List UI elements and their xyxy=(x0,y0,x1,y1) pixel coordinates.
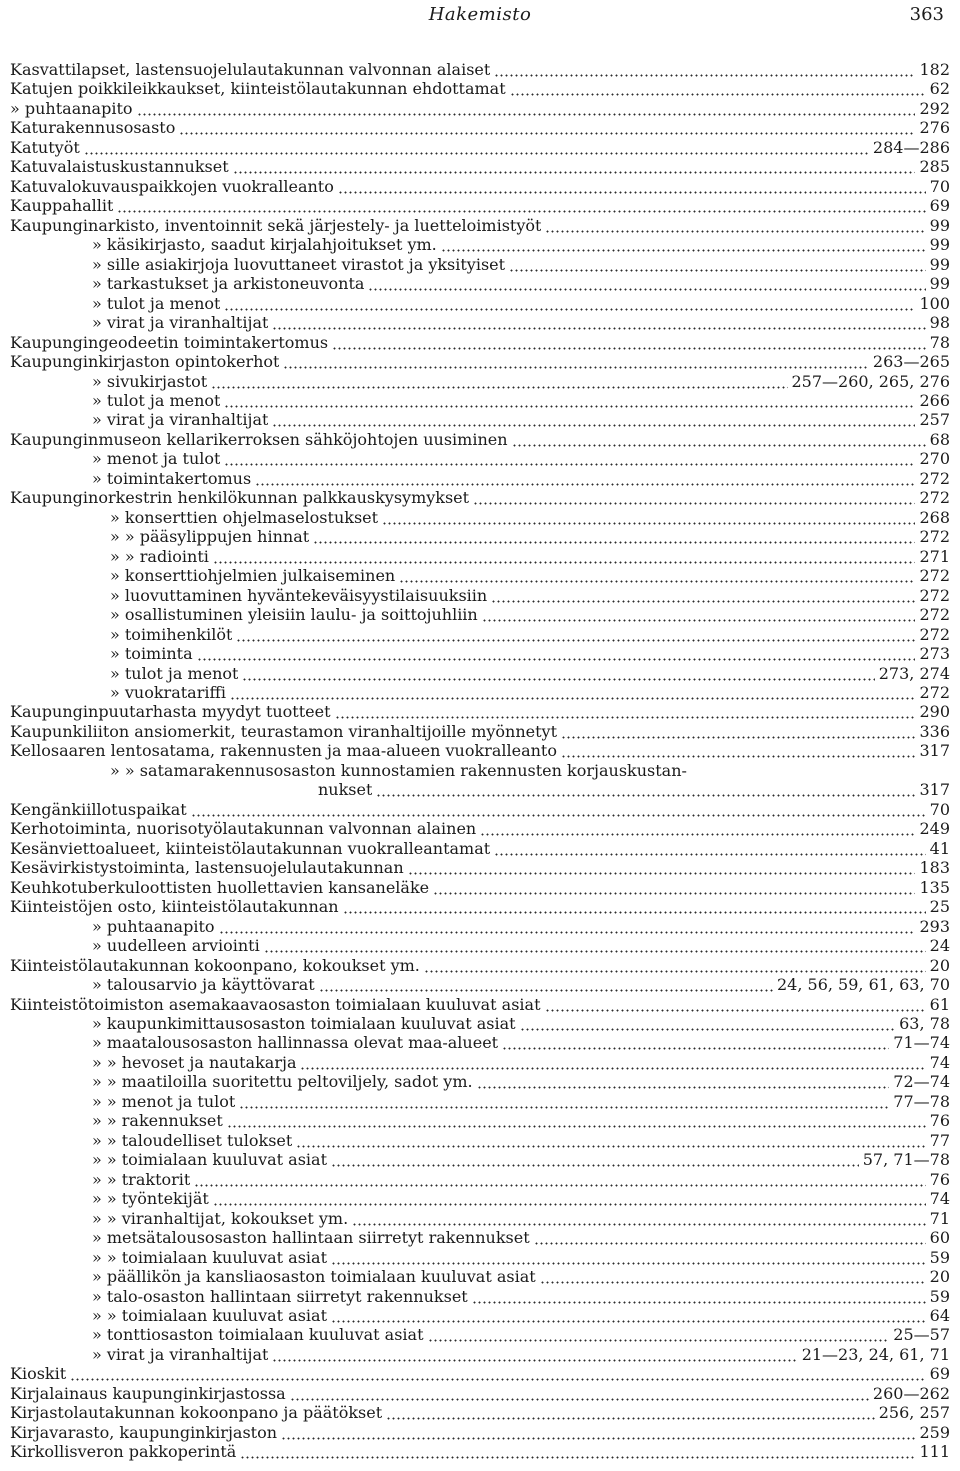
dot-leader xyxy=(494,839,925,858)
entry-pages: 293 xyxy=(919,916,950,936)
dot-leader xyxy=(510,79,926,98)
dot-leader xyxy=(534,1228,926,1247)
index-entry xyxy=(10,1423,950,1442)
entry-pages: 272 xyxy=(919,585,950,605)
dot-leader xyxy=(255,469,915,488)
dot-leader xyxy=(502,1033,889,1052)
entry-label: Kasvattilapset, lastensuojelulautakunnan valvonnan alaiset xyxy=(10,60,491,79)
dot-leader xyxy=(84,138,869,157)
entry-pages: 71—74 xyxy=(893,1033,950,1053)
entry-label: Kioskit xyxy=(10,1364,67,1384)
dot-leader xyxy=(236,625,915,644)
entry-pages: 63, 78 xyxy=(899,1013,950,1033)
entry-label: Katuvalaistuskustannukset xyxy=(10,157,229,177)
dot-leader xyxy=(191,800,926,819)
entry-label: Kiinteistötoimiston asemakaavaosaston toimialaan kuuluvat asiat xyxy=(10,994,541,1014)
entry-pages: 25—57 xyxy=(893,1325,950,1345)
entry-pages: 21—23, 24, 61, 71 xyxy=(801,1344,950,1364)
dot-leader xyxy=(264,936,926,955)
dot-leader xyxy=(494,60,915,79)
entry-label: Kellosaaren lentosatama, rakennusten ja maa-alueen vuokralleanto xyxy=(10,741,557,761)
dot-leader xyxy=(352,1209,925,1228)
index-entry xyxy=(10,1189,950,1208)
index-entry xyxy=(10,138,950,157)
page-title: Hakemisto xyxy=(428,4,532,25)
index-entry xyxy=(10,1170,950,1189)
index-entry xyxy=(10,1072,950,1091)
entry-label: » toimihenkilöt xyxy=(110,624,233,644)
dot-leader xyxy=(137,99,916,118)
entry-pages: 272 xyxy=(919,683,950,702)
entry-pages: 24, 56, 59, 61, 63, 70 xyxy=(776,975,950,995)
entry-pages: 271 xyxy=(919,546,950,566)
entry-label: » puhtaanapito xyxy=(92,916,215,936)
entry-pages: 273, 274 xyxy=(878,663,950,683)
index-entry xyxy=(10,956,950,975)
index-entry xyxy=(10,508,950,527)
entry-label: Kaupungingeodeetin toimintakertomus xyxy=(10,332,329,352)
entry-pages: 336 xyxy=(919,721,950,741)
entry-label: Kirjavarasto, kaupunginkirjaston xyxy=(10,1422,278,1442)
entry-label: » » toimialaan kuuluvat asiat xyxy=(92,1247,327,1267)
dot-leader xyxy=(477,1072,890,1091)
entry-label: » tulot ja menot xyxy=(110,663,239,683)
entry-label: » talousarvio ja käyttövarat xyxy=(92,975,315,995)
index-entry xyxy=(10,313,950,332)
dot-leader xyxy=(433,878,915,897)
dot-leader xyxy=(545,995,926,1014)
index-entry xyxy=(10,118,950,137)
entry-pages: 256, 257 xyxy=(878,1403,950,1423)
entry-label: » tulot ja menot xyxy=(92,390,221,410)
entry-label: » toimintakertomus xyxy=(92,468,252,488)
index-entry xyxy=(10,1228,950,1247)
entry-pages: 272 xyxy=(919,624,950,644)
dot-leader xyxy=(512,430,926,449)
index-entry xyxy=(10,488,950,507)
entry-label: » osallistuminen yleisiin laulu- ja soittojuhliin xyxy=(110,605,478,625)
index-entry xyxy=(10,1033,950,1052)
dot-leader xyxy=(281,1423,915,1442)
index-entry xyxy=(10,1442,950,1461)
dot-leader xyxy=(296,1131,925,1150)
index-entry xyxy=(10,625,950,644)
entry-label: » konserttiohjelmien julkaiseminen xyxy=(110,566,396,586)
dot-leader xyxy=(194,1170,925,1189)
index-entry xyxy=(10,605,950,624)
index-entry xyxy=(10,858,950,877)
index-entry xyxy=(10,196,950,215)
entry-pages: 77—78 xyxy=(893,1091,950,1111)
entry-pages: 69 xyxy=(929,1364,950,1384)
index-entry xyxy=(10,566,950,585)
entry-label: » päällikön ja kansliaosaston toimialaan kuuluvat asiat xyxy=(92,1267,536,1287)
entry-label: » vuokratariffi xyxy=(110,683,226,702)
index-entry xyxy=(10,469,950,488)
index-entry xyxy=(10,1364,950,1383)
entry-label: » tarkastukset ja arkistoneuvonta xyxy=(92,274,365,294)
entry-pages: 71 xyxy=(929,1208,950,1228)
entry-pages: 263—265 xyxy=(872,352,950,372)
entry-pages: 74 xyxy=(929,1189,950,1209)
dot-leader xyxy=(211,372,787,391)
dot-leader xyxy=(343,897,926,916)
entry-pages: 183 xyxy=(919,858,950,878)
index-entry xyxy=(10,235,950,254)
entry-label: Keuhkotuberkuloottisten huollettavien kansaneläke xyxy=(10,877,430,897)
index-entry xyxy=(10,391,950,410)
entry-pages: 266 xyxy=(919,390,950,410)
entry-label: » » satamarakennusosaston kunnostamien rakennusten korjauskustan- xyxy=(110,760,687,780)
entry-pages: 111 xyxy=(919,1442,950,1462)
entry-pages: 100 xyxy=(919,293,950,313)
dot-leader xyxy=(428,1325,890,1344)
index-entry xyxy=(10,800,950,819)
index-entry xyxy=(10,99,950,118)
index-entry xyxy=(10,1325,950,1344)
entry-pages: 284—286 xyxy=(872,137,950,157)
entry-pages: 272 xyxy=(919,468,950,488)
dot-leader xyxy=(540,1267,926,1286)
entry-pages: 69 xyxy=(929,196,950,216)
entry-label: » » työntekijät xyxy=(92,1189,209,1209)
index-entry xyxy=(10,157,950,176)
dot-leader xyxy=(368,274,925,293)
entry-label: » menot ja tulot xyxy=(92,449,221,469)
index-entry xyxy=(10,722,950,741)
entry-pages: 285 xyxy=(919,157,950,177)
index-list xyxy=(10,60,950,1462)
entry-label: Kirjastolautakunnan kokoonpano ja päätökset xyxy=(10,1403,383,1423)
entry-pages: 76 xyxy=(929,1169,950,1189)
dot-leader xyxy=(272,410,915,429)
index-entry xyxy=(10,410,950,429)
entry-pages: 61 xyxy=(929,994,950,1014)
index-entry xyxy=(10,1345,950,1364)
dot-leader xyxy=(242,664,874,683)
entry-pages: 317 xyxy=(919,741,950,761)
entry-label: » käsikirjasto, saadut kirjalahjoitukset ym. xyxy=(92,235,437,255)
dot-leader xyxy=(408,858,916,877)
index-entry xyxy=(10,255,950,274)
index-entry xyxy=(10,1384,950,1403)
dot-leader xyxy=(520,1014,896,1033)
entry-pages: 59 xyxy=(929,1247,950,1267)
entry-label: Katurakennusosasto xyxy=(10,118,176,138)
entry-label: » » toimialaan kuuluvat asiat xyxy=(92,1150,327,1170)
dot-leader xyxy=(386,1403,875,1422)
entry-label: Katujen poikkileikkaukset, kiinteistölautakunnan ehdottamat xyxy=(10,79,506,99)
index-entry xyxy=(10,352,950,371)
entry-pages: 270 xyxy=(919,449,950,469)
entry-label: » » menot ja tulot xyxy=(92,1091,236,1111)
entry-label: » uudelleen arviointi xyxy=(92,936,260,956)
entry-label: » » hevoset ja nautakarja xyxy=(92,1052,297,1072)
entry-label: » metsätalousosaston hallintaan siirretyt rakennukset xyxy=(92,1228,530,1248)
dot-leader xyxy=(224,294,915,313)
entry-label: Kirjalainaus kaupunginkirjastossa xyxy=(10,1383,286,1403)
dot-leader xyxy=(480,819,915,838)
entry-label: Kaupunginpuutarhasta myydyt tuotteet xyxy=(10,702,331,722)
dot-leader xyxy=(376,780,915,799)
index-entry xyxy=(10,975,950,994)
entry-pages: 249 xyxy=(919,819,950,839)
entry-label: Kiinteistöjen osto, kiinteistölautakunnan xyxy=(10,897,339,917)
entry-pages: 290 xyxy=(919,702,950,722)
index-entry xyxy=(10,1014,950,1033)
entry-pages: 70 xyxy=(929,799,950,819)
entry-label: Kaupunkiliiton ansiomerkit, teurastamon viranhaltijoille myönnetyt xyxy=(10,721,558,741)
entry-pages: 64 xyxy=(929,1306,950,1325)
dot-leader xyxy=(290,1384,869,1403)
entry-label: » puhtaanapito xyxy=(10,98,133,118)
dot-leader xyxy=(213,1189,926,1208)
entry-label: Kauppahallit xyxy=(10,196,114,216)
index-entry xyxy=(10,761,950,780)
running-header xyxy=(0,0,960,40)
dot-leader xyxy=(473,488,915,507)
entry-label: Kirkollisveron pakkoperintä xyxy=(10,1442,237,1462)
entry-pages: 99 xyxy=(929,235,950,255)
entry-pages: 57, 71—78 xyxy=(862,1150,950,1170)
entry-label: » » traktorit xyxy=(92,1169,191,1189)
dot-leader xyxy=(70,1364,925,1383)
index-entry xyxy=(10,780,950,799)
index-entry xyxy=(10,527,950,546)
entry-pages: 272 xyxy=(919,566,950,586)
index-entry xyxy=(10,79,950,98)
entry-pages: 74 xyxy=(929,1052,950,1072)
index-entry xyxy=(10,1403,950,1422)
entry-pages: 257—260, 265, 276 xyxy=(791,371,950,391)
entry-label: » toiminta xyxy=(110,644,193,664)
dot-leader xyxy=(224,449,915,468)
entry-pages: 272 xyxy=(919,488,950,508)
dot-leader xyxy=(300,1053,925,1072)
entry-label: Kesänviettoalueet, kiinteistölautakunnan vuokralleantamat xyxy=(10,838,491,858)
entry-pages: 77 xyxy=(929,1130,950,1150)
index-entry xyxy=(10,936,950,955)
entry-pages: 257 xyxy=(919,410,950,430)
entry-pages: 59 xyxy=(929,1286,950,1306)
entry-label: Kaupunginarkisto, inventoinnit sekä järjestely- ja luetteloimistyöt xyxy=(10,215,542,235)
index-entry xyxy=(10,333,950,352)
index-entry xyxy=(10,1209,950,1228)
entry-label: Kaupunginorkestrin henkilökunnan palkkauskysymykset xyxy=(10,488,470,508)
entry-label: nukset xyxy=(318,780,373,800)
index-entry xyxy=(10,586,950,605)
dot-leader xyxy=(239,1092,889,1111)
index-entry xyxy=(10,1287,950,1306)
entry-label: » » toimialaan kuuluvat asiat xyxy=(92,1306,327,1325)
index-entry xyxy=(10,449,950,468)
index-entry xyxy=(10,741,950,760)
index-entry xyxy=(10,294,950,313)
entry-pages: 25 xyxy=(929,897,950,917)
entry-label: » » taloudelliset tulokset xyxy=(92,1130,293,1150)
dot-leader xyxy=(491,586,915,605)
index-entry xyxy=(10,547,950,566)
entry-pages: 24 xyxy=(929,936,950,956)
index-entry xyxy=(10,372,950,391)
index-entry xyxy=(10,1248,950,1267)
entry-label: Kesävirkistystoiminta, lastensuojelulautakunnan xyxy=(10,858,404,878)
index-entry xyxy=(10,702,950,721)
entry-label: » tonttiosaston toimialaan kuuluvat asiat xyxy=(92,1325,424,1345)
entry-label: Katuvalokuvauspaikkojen vuokralleanto xyxy=(10,176,334,196)
dot-leader xyxy=(472,1287,926,1306)
dot-leader xyxy=(219,917,916,936)
dot-leader xyxy=(331,1248,926,1267)
entry-label: » virat ja viranhaltijat xyxy=(92,313,269,333)
index-entry xyxy=(10,1111,950,1130)
dot-leader xyxy=(561,741,915,760)
entry-label: » sille asiakirjoja luovuttaneet virastot ja yksityiset xyxy=(92,254,506,274)
dot-leader xyxy=(331,1150,859,1169)
dot-leader xyxy=(332,333,926,352)
entry-pages: 273 xyxy=(919,644,950,664)
dot-leader xyxy=(283,352,868,371)
index-entry xyxy=(10,644,950,663)
index-entry xyxy=(10,1150,950,1169)
entry-label: » » pääsylippujen hinnat xyxy=(110,527,310,547)
dot-leader xyxy=(509,255,926,274)
index-entry xyxy=(10,878,950,897)
entry-label: » tulot ja menot xyxy=(92,293,221,313)
entry-pages: 317 xyxy=(919,780,950,800)
index-entry xyxy=(10,1092,950,1111)
index-entry xyxy=(10,839,950,858)
entry-label: » » maatiloilla suoritettu peltoviljely, sadot ym. xyxy=(92,1072,473,1092)
index-entry xyxy=(10,1053,950,1072)
index-entry xyxy=(10,216,950,235)
entry-pages: 98 xyxy=(929,313,950,333)
dot-leader xyxy=(227,1111,926,1130)
entry-label: » » viranhaltijat, kokoukset ym. xyxy=(92,1208,349,1228)
dot-leader xyxy=(331,1306,926,1325)
entry-pages: 135 xyxy=(919,877,950,897)
dot-leader xyxy=(272,313,925,332)
entry-label: » » rakennukset xyxy=(92,1111,223,1131)
dot-leader xyxy=(382,508,915,527)
entry-pages: 276 xyxy=(919,118,950,138)
dot-leader xyxy=(179,118,915,137)
entry-label: » talo-osaston hallintaan siirretyt rakennukset xyxy=(92,1286,468,1306)
entry-pages: 60 xyxy=(929,1228,950,1248)
dot-leader xyxy=(441,235,926,254)
dot-leader xyxy=(399,566,915,585)
dot-leader xyxy=(272,1345,797,1364)
entry-label: » konserttien ohjelmaselostukset xyxy=(110,507,379,527)
index-entry xyxy=(10,60,950,79)
dot-leader xyxy=(240,1442,915,1461)
entry-pages: 259 xyxy=(919,1422,950,1442)
dot-leader xyxy=(338,177,926,196)
entry-pages: 76 xyxy=(929,1111,950,1131)
entry-label: Katutyöt xyxy=(10,137,80,157)
dot-leader xyxy=(561,722,915,741)
index-entry xyxy=(10,274,950,293)
index-entry xyxy=(10,897,950,916)
entry-pages: 272 xyxy=(919,527,950,547)
entry-pages: 20 xyxy=(929,955,950,975)
entry-pages: 99 xyxy=(929,254,950,274)
entry-label: » kaupunkimittausosaston toimialaan kuuluvat asiat xyxy=(92,1013,516,1033)
entry-pages: 41 xyxy=(929,838,950,858)
index-entry xyxy=(10,1267,950,1286)
index-entry xyxy=(10,683,950,702)
entry-pages: 68 xyxy=(929,429,950,449)
entry-pages: 20 xyxy=(929,1267,950,1287)
index-entry xyxy=(10,1306,950,1325)
dot-leader xyxy=(233,157,916,176)
dot-leader xyxy=(230,683,916,702)
entry-label: » luovuttaminen hyväntekeväisyystilaisuuksiin xyxy=(110,585,488,605)
entry-pages: 72—74 xyxy=(893,1072,950,1092)
entry-label: » virat ja viranhaltijat xyxy=(92,1344,269,1364)
entry-pages: 78 xyxy=(929,332,950,352)
entry-pages: 268 xyxy=(919,507,950,527)
entry-pages: 292 xyxy=(919,98,950,118)
entry-label: » virat ja viranhaltijat xyxy=(92,410,269,430)
entry-label: » maatalousosaston hallinnassa olevat maa-alueet xyxy=(92,1033,499,1053)
page-number: 363 xyxy=(909,4,944,25)
entry-pages: 182 xyxy=(919,60,950,79)
entry-label: Kaupunginkirjaston opintokerhot xyxy=(10,352,280,372)
dot-leader xyxy=(545,216,925,235)
dot-leader xyxy=(213,547,916,566)
dot-leader xyxy=(335,702,916,721)
dot-leader xyxy=(482,605,916,624)
entry-label: Kengänkiillotuspaikat xyxy=(10,799,187,819)
index-entry xyxy=(10,1131,950,1150)
entry-pages: 272 xyxy=(919,605,950,625)
index-entry xyxy=(10,995,950,1014)
entry-label: » sivukirjastot xyxy=(92,371,208,391)
index-entry xyxy=(10,177,950,196)
dot-leader xyxy=(313,527,915,546)
dot-leader xyxy=(197,644,916,663)
entry-label: Kerhotoiminta, nuorisotyölautakunnan valvonnan alainen xyxy=(10,819,477,839)
entry-pages: 99 xyxy=(929,215,950,235)
entry-pages: 62 xyxy=(929,79,950,99)
index-entry xyxy=(10,664,950,683)
entry-label: Kaupunginmuseon kellarikerroksen sähköjohtojen uusiminen xyxy=(10,429,508,449)
dot-leader xyxy=(424,956,926,975)
entry-pages: 260—262 xyxy=(872,1383,950,1403)
dot-leader xyxy=(224,391,915,410)
index-entry xyxy=(10,430,950,449)
index-entry xyxy=(10,917,950,936)
dot-leader xyxy=(117,196,925,215)
index-entry xyxy=(10,819,950,838)
entry-label: » » radiointi xyxy=(110,546,209,566)
entry-pages: 99 xyxy=(929,274,950,294)
entry-pages: 70 xyxy=(929,176,950,196)
dot-leader xyxy=(319,975,773,994)
entry-label: Kiinteistölautakunnan kokoonpano, kokoukset ym. xyxy=(10,955,420,975)
